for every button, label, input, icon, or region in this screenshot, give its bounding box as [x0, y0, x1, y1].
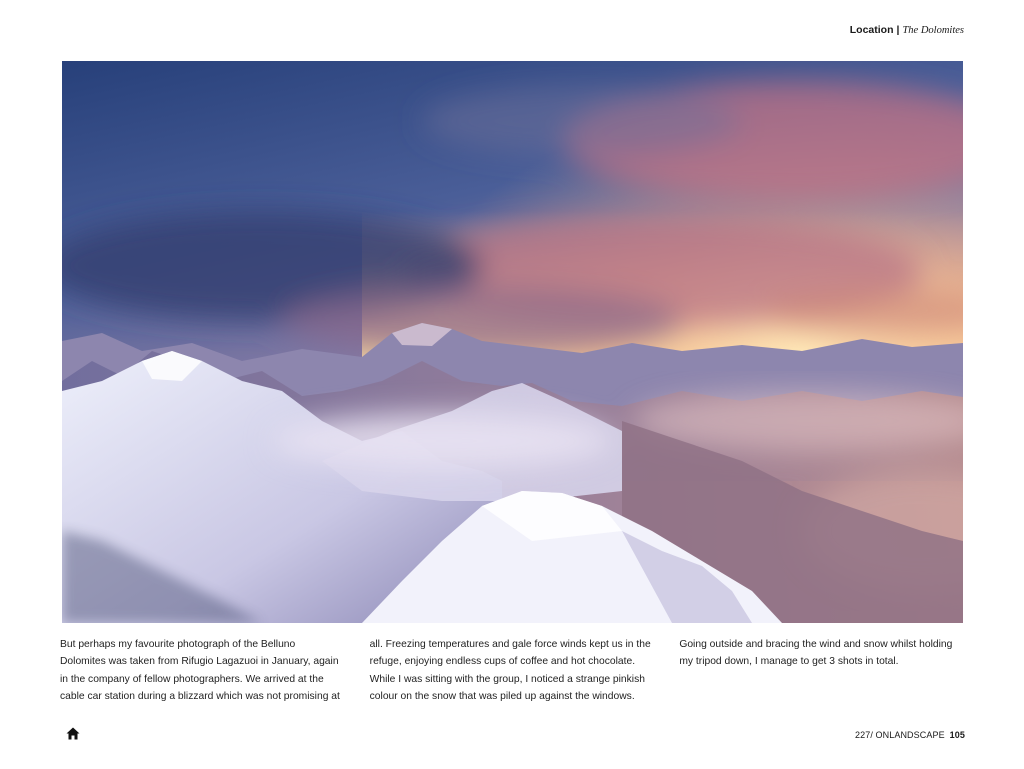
home-icon[interactable] — [66, 727, 80, 740]
header-location: The Dolomites — [902, 25, 964, 36]
header-separator: | — [896, 24, 900, 36]
running-header — [850, 23, 964, 38]
folio — [855, 729, 965, 741]
article-body — [60, 636, 963, 706]
issue-label: 227/ ONLANDSCAPE — [855, 730, 945, 740]
dolomites-photo — [62, 61, 963, 623]
landscape-illustration — [62, 61, 963, 623]
page-footer — [0, 726, 1024, 746]
article-paragraph: But perhaps my favourite photograph of the Belluno Dolomites was taken from Rifugio Lagazuoi in January, again in the company of fellow photographers. We arrived at the cable car station during a blizzard which was not promising at all. Freezing temperatures and gale force winds kept us in the refuge, enjoying endless cups of coffee and hot chocolate. While I was sitting with the group, I noticed a strange pinkish colour on the snow that was piled up against the windows. Going outside and bracing the wind and snow whilst holding my tripod down, I manage to get 3 shots in total. — [60, 639, 953, 703]
page-number: 105 — [949, 730, 965, 740]
header-section: Location — [849, 24, 894, 36]
